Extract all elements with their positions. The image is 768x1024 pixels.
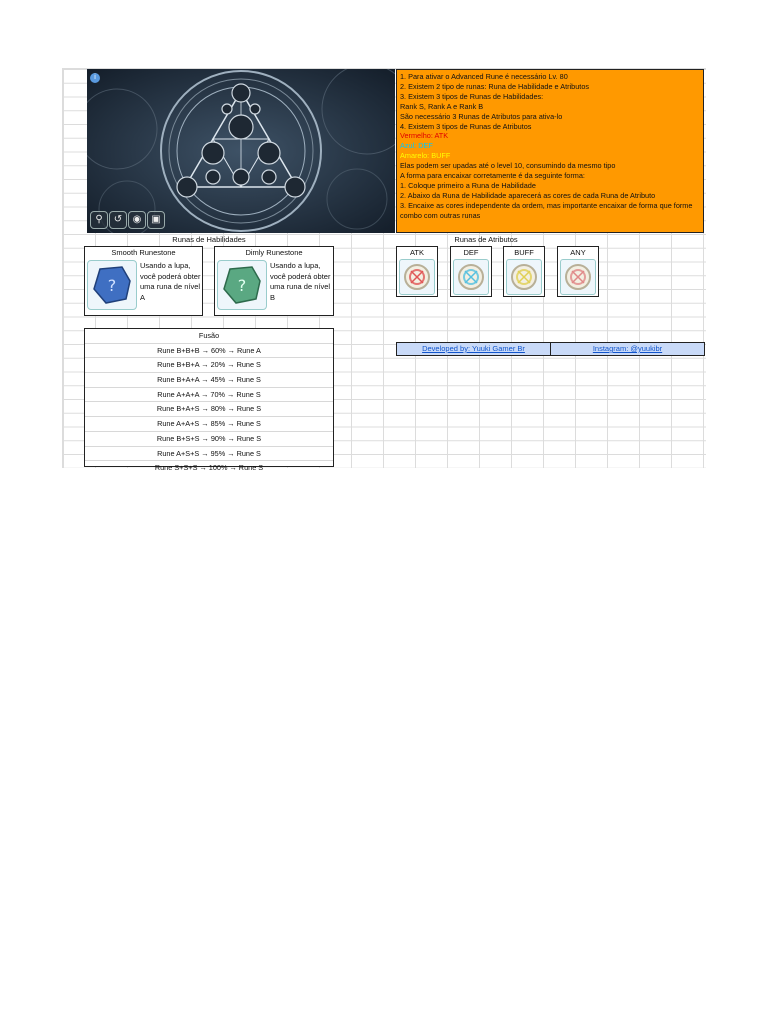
note-line: 1. Para ativar o Advanced Rune é necessário Lv. 80 (400, 72, 568, 81)
attr-rune-icon (506, 259, 542, 295)
smooth-runestone-name: Smooth Runestone (111, 248, 176, 257)
smooth-runestone-card (84, 246, 203, 316)
note-line: 2. Abaixo da Runa de Habilidade aparecerá as cores de cada Runa de Atributo (400, 190, 656, 200)
table-row: Rune B+A+S → 80% → Rune S (85, 402, 333, 417)
developer-link[interactable]: Developed by: Yuuki Gamer Br (397, 343, 551, 355)
dimly-runestone-name: Dimly Runestone (245, 248, 303, 257)
instructions-panel (396, 69, 704, 233)
table-row: Rune B+B+B → 60% → Rune A (85, 344, 333, 359)
note-line: 1. Coloque primeiro a Runa de Habilidade (400, 180, 536, 190)
note-line: Rank S, Rank A e Rank B (400, 101, 484, 111)
note-line: 2. Existem 2 tipo de runas: Runa de Habilidade e Atributos (400, 81, 590, 91)
note-line: 4. Existem 3 tipos de Runas de Atributos (400, 121, 532, 131)
attr-rune-buff (503, 246, 545, 297)
note-line: 3. Existem 3 tipos de Runas de Habilidades: (400, 91, 544, 101)
dimly-runestone-desc: Usando a lupa, você poderá obter uma runa de nível B (270, 261, 331, 302)
table-row: Rune B+S+S → 90% → Rune S (85, 432, 333, 447)
smooth-runestone-desc: Usando a lupa, você poderá obter uma runa de nível A (140, 261, 201, 302)
eye-icon[interactable]: ◉ (128, 211, 146, 229)
note-def-color: Azul: DEF (400, 141, 433, 151)
attr-rune-any (557, 246, 599, 297)
attr-rune-icon (399, 259, 435, 295)
table-row: Rune B+A+A → 45% → Rune S (85, 373, 333, 388)
note-line: Elas podem ser upadas até o level 10, consumindo da mesmo tipo (400, 161, 616, 171)
note-line: A forma para encaixar corretamente é da seguinte forma: (400, 171, 585, 181)
share-icon[interactable]: ↺ (109, 211, 127, 229)
dimly-runestone-card (214, 246, 334, 316)
rune-circle-screenshot (87, 69, 395, 233)
fusion-title: Fusão (85, 329, 333, 344)
zoom-icon[interactable]: ⚲ (90, 211, 108, 229)
attr-rune-atk (396, 246, 438, 297)
camera-icon[interactable]: ▣ (147, 211, 165, 229)
note-buff-color: Amarelo: BUFF (400, 151, 451, 161)
attr-rune-label: BUFF (514, 248, 534, 257)
attr-rune-def (450, 246, 492, 297)
instagram-link[interactable]: Instagram: @yuukibr (551, 343, 704, 355)
note-line: São necessário 3 Runas de Atributos para ativa-lo (400, 111, 563, 121)
note-line: 3. Encaixe as cores independente da ordem, mas importante encaixar de forma que forme combo com outras runas (400, 200, 693, 220)
table-row: Rune A+A+S → 85% → Rune S (85, 417, 333, 432)
attr-rune-icon (453, 259, 489, 295)
attr-rune-icon (560, 259, 596, 295)
table-row: Rune A+A+A → 70% → Rune S (85, 388, 333, 403)
attr-runes-title: Runas de Atributos (454, 235, 518, 244)
skill-runes-title: Runas de Habilidades (172, 235, 246, 244)
attr-rune-label: ANY (570, 248, 586, 257)
info-icon[interactable]: i (90, 73, 100, 83)
attr-rune-label: ATK (409, 248, 425, 257)
attr-rune-label: DEF (463, 248, 479, 257)
fusion-table (84, 328, 334, 473)
table-row: Rune A+S+S → 95% → Rune S (85, 447, 333, 462)
dimly-runestone-icon (217, 260, 267, 310)
smooth-runestone-icon (87, 260, 137, 310)
note-atk-color: Vermelho: ATK (400, 131, 449, 141)
table-row: Rune S+S+S → 100% → Rune S (154, 463, 264, 473)
table-row: Rune B+B+A → 20% → Rune S (85, 358, 333, 373)
credits-bar (396, 342, 705, 356)
svg-text:?: ? (237, 276, 247, 295)
svg-text:?: ? (107, 276, 117, 295)
